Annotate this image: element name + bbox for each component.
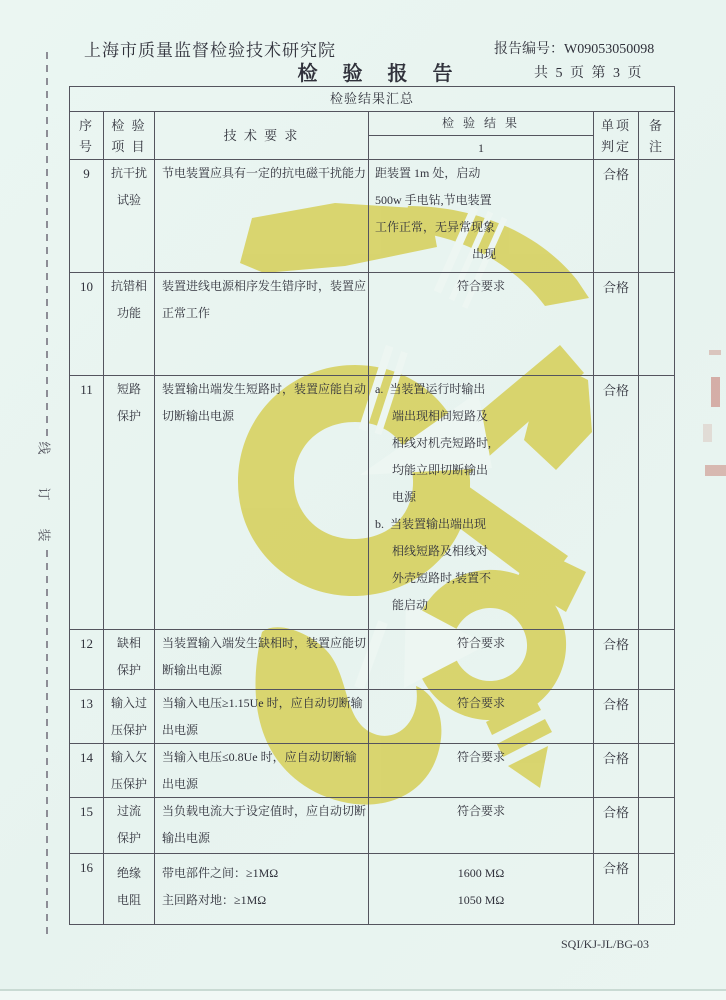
text-line: 符合要求 bbox=[456, 696, 505, 710]
text-line: 出电源 bbox=[162, 723, 199, 737]
text-line: 技 术 要 求 bbox=[223, 128, 300, 143]
technical-requirement bbox=[155, 690, 369, 743]
judgment: 合格 bbox=[594, 376, 639, 629]
row-number: 10 bbox=[70, 273, 104, 375]
table-row bbox=[70, 376, 674, 630]
inspection-result bbox=[369, 798, 594, 853]
text-line: 断输出电源 bbox=[162, 663, 223, 677]
page-count-info: 共 5 页 第 3 页 bbox=[534, 66, 644, 81]
text-line: 当装置输入端发生缺相时，装置应能切 bbox=[162, 636, 367, 650]
row-number: 9 bbox=[70, 160, 104, 272]
text-line: 输出电源 bbox=[162, 831, 211, 845]
text-line: 判定 bbox=[600, 138, 631, 154]
header-no bbox=[70, 112, 104, 159]
text-line: 相线短路及相线对 bbox=[392, 544, 489, 558]
text-line: 符合要求 bbox=[456, 804, 505, 818]
row-number: 16 bbox=[70, 854, 104, 924]
inspection-item bbox=[104, 160, 155, 272]
text-line: 500w 手电钻,节电装置 bbox=[375, 193, 492, 207]
table-caption: 检验结果汇总 bbox=[70, 87, 674, 112]
header-result-label: 检 验 结 果 bbox=[369, 112, 593, 136]
text-line: 绝缘 bbox=[116, 866, 141, 880]
report-number: 报告编号：W09053050098 bbox=[494, 42, 655, 57]
row-number: 11 bbox=[70, 376, 104, 629]
text-line: 工作正常，无异常现象 bbox=[375, 220, 496, 234]
text-line: 当负载电流大于设定值时，应自动切断 bbox=[162, 804, 367, 818]
text-line: 短路 bbox=[116, 382, 141, 396]
document-code: SQI/KJ-JL/BG-03 bbox=[561, 937, 650, 951]
table-row bbox=[70, 854, 674, 924]
scan-edge-area bbox=[0, 991, 726, 1000]
red-stamp-fragment bbox=[703, 424, 712, 442]
table-row bbox=[70, 273, 674, 376]
table-header-row bbox=[70, 112, 674, 160]
text-line: 端出现相间短路及 bbox=[392, 409, 489, 423]
text-line: 带电部件之间：≥1MΩ bbox=[162, 866, 279, 880]
text-line: 节电装置应具有一定的抗电磁干扰能力 bbox=[162, 166, 367, 180]
text-line: 1600 MΩ bbox=[457, 866, 505, 880]
text-line: 保护 bbox=[116, 409, 141, 423]
technical-requirement bbox=[155, 376, 369, 629]
text-line: 过流 bbox=[116, 804, 141, 818]
text-line: 符合要求 bbox=[456, 636, 505, 650]
text-line: 能启动 bbox=[392, 598, 429, 612]
binding-dashed-line bbox=[46, 550, 48, 940]
technical-requirement bbox=[155, 630, 369, 689]
text-line: 出现 bbox=[471, 247, 496, 261]
technical-requirement bbox=[155, 854, 369, 924]
remark bbox=[639, 854, 674, 924]
text-line: 距装置 1m 处，启动 bbox=[375, 166, 481, 180]
judgment: 合格 bbox=[594, 744, 639, 797]
judgment: 合格 bbox=[594, 630, 639, 689]
table-row bbox=[70, 160, 674, 273]
judgment: 合格 bbox=[594, 273, 639, 375]
binding-label-char: 线 bbox=[36, 441, 52, 455]
text-line: 均能立即切断输出 bbox=[392, 463, 489, 477]
row-number: 15 bbox=[70, 798, 104, 853]
text-line: 保护 bbox=[116, 663, 141, 677]
text-line: 功能 bbox=[116, 306, 141, 320]
header-judgment bbox=[594, 112, 639, 159]
text-line: 注 bbox=[648, 138, 664, 154]
text-line: 项 目 bbox=[111, 138, 147, 154]
inspection-item bbox=[104, 690, 155, 743]
text-line: 主回路对地：≥1MΩ bbox=[162, 893, 267, 907]
red-stamp-fragment bbox=[711, 377, 720, 407]
text-line: 符合要求 bbox=[456, 279, 505, 293]
inspection-result bbox=[369, 744, 594, 797]
header-result-sub: 1 bbox=[478, 141, 484, 155]
text-line: 装置输出端发生短路时，装置应能自动 bbox=[162, 382, 367, 396]
text-line: 号 bbox=[78, 138, 94, 154]
text-line: a. 当装置运行时输出 bbox=[375, 382, 486, 396]
inspection-item bbox=[104, 630, 155, 689]
header-requirement bbox=[155, 112, 369, 159]
technical-requirement bbox=[155, 273, 369, 375]
text-line: 电阻 bbox=[116, 893, 141, 907]
inspection-result bbox=[369, 376, 594, 629]
text-line: 缺相 bbox=[116, 636, 141, 650]
inspection-item bbox=[104, 273, 155, 375]
text-line: 备 bbox=[648, 117, 664, 133]
text-line: 抗干扰 bbox=[110, 166, 147, 180]
technical-requirement bbox=[155, 798, 369, 853]
organization-name: 上海市质量监督检验技术研究院 bbox=[84, 41, 336, 60]
inspection-result bbox=[369, 854, 594, 924]
table-row bbox=[70, 798, 674, 854]
row-number: 13 bbox=[70, 690, 104, 743]
text-line: 当输入电压≥1.15Ue 时，应自动切断输 bbox=[162, 696, 363, 710]
text-line: 1050 MΩ bbox=[457, 893, 505, 907]
inspection-result bbox=[369, 273, 594, 375]
table-row bbox=[70, 690, 674, 744]
text-line: 出电源 bbox=[162, 777, 199, 791]
header-note bbox=[639, 112, 674, 159]
text-line: 单项 bbox=[600, 117, 631, 133]
text-line: 外壳短路时,装置不 bbox=[392, 571, 492, 585]
remark bbox=[639, 160, 674, 272]
text-line: 正常工作 bbox=[162, 306, 211, 320]
text-line: 输入过 bbox=[110, 696, 147, 710]
table-row bbox=[70, 630, 674, 690]
text-line: 压保护 bbox=[110, 723, 147, 737]
text-line: 电源 bbox=[392, 490, 417, 504]
remark bbox=[639, 630, 674, 689]
text-line: 检 验 bbox=[111, 117, 147, 133]
text-line: 序 bbox=[78, 117, 94, 133]
judgment: 合格 bbox=[594, 798, 639, 853]
report-title: 检 验 报 告 bbox=[297, 63, 463, 85]
text-line: 保护 bbox=[116, 831, 141, 845]
technical-requirement bbox=[155, 744, 369, 797]
inspection-item bbox=[104, 798, 155, 853]
remark bbox=[639, 798, 674, 853]
remark bbox=[639, 273, 674, 375]
header-result bbox=[369, 112, 594, 159]
text-line: 试验 bbox=[116, 193, 141, 207]
table-row bbox=[70, 744, 674, 798]
inspection-result bbox=[369, 690, 594, 743]
technical-requirement bbox=[155, 160, 369, 272]
text-line: 相线对机壳短路时, bbox=[392, 436, 492, 450]
text-line: b. 当装置输出端出现 bbox=[375, 517, 487, 531]
judgment: 合格 bbox=[594, 160, 639, 272]
binding-dashed-line bbox=[46, 52, 48, 436]
remark bbox=[639, 744, 674, 797]
remark bbox=[639, 376, 674, 629]
header-item bbox=[104, 112, 155, 159]
inspection-results-table bbox=[69, 86, 675, 925]
inspection-result bbox=[369, 630, 594, 689]
inspection-item bbox=[104, 854, 155, 924]
text-line: 符合要求 bbox=[456, 750, 505, 764]
text-line: 抗错相 bbox=[110, 279, 147, 293]
inspection-item bbox=[104, 744, 155, 797]
text-line: 输入欠 bbox=[110, 750, 147, 764]
text-line: 当输入电压≤0.8Ue 时，应自动切断输 bbox=[162, 750, 357, 764]
binding-label-char: 装 bbox=[36, 528, 52, 542]
remark bbox=[639, 690, 674, 743]
inspection-result bbox=[369, 160, 594, 272]
red-stamp-fragment bbox=[709, 350, 721, 355]
judgment: 合格 bbox=[594, 690, 639, 743]
red-stamp-fragment bbox=[705, 465, 726, 476]
binding-label-char: 订 bbox=[36, 487, 52, 501]
text-line: 压保护 bbox=[110, 777, 147, 791]
text-line: 切断输出电源 bbox=[162, 409, 235, 423]
judgment: 合格 bbox=[594, 854, 639, 924]
row-number: 12 bbox=[70, 630, 104, 689]
inspection-item bbox=[104, 376, 155, 629]
row-number: 14 bbox=[70, 744, 104, 797]
text-line: 装置进线电源相序发生错序时，装置应 bbox=[162, 279, 367, 293]
